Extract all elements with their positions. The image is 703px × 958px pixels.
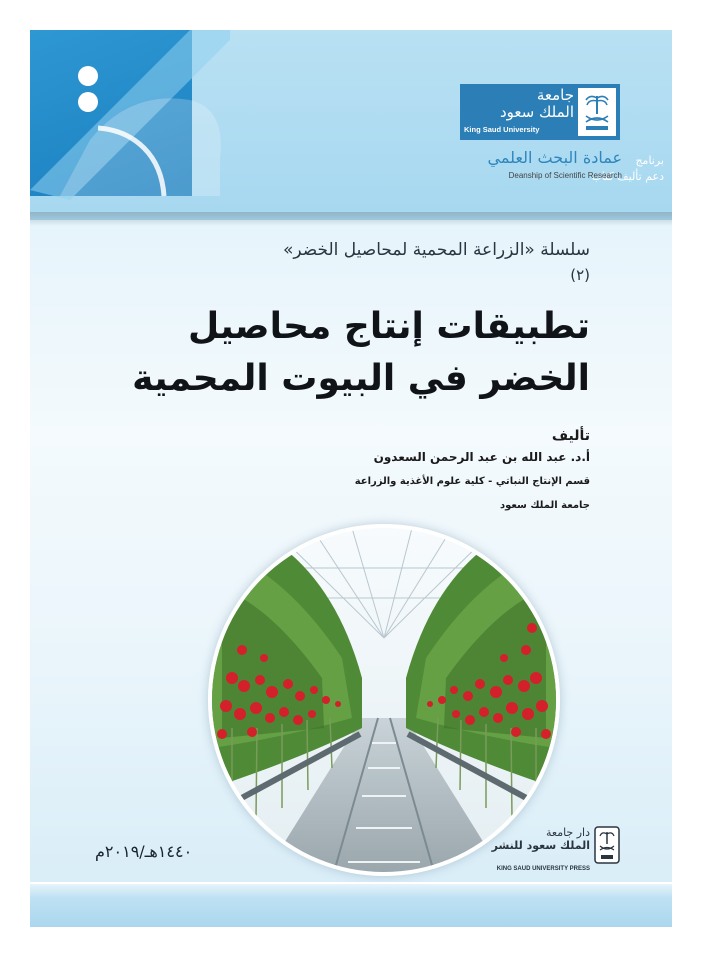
university-name-ar-line1: جامعة: [536, 86, 574, 104]
program-label-line1: برنامج: [635, 154, 664, 167]
publication-date: ١٤٤٠هـ/٢٠١٩م: [95, 842, 193, 861]
bottom-band: [30, 882, 672, 927]
press-emblem-icon: [594, 826, 620, 864]
author-name: أ.د. عبد الله بن عبد الرحمن السعدون: [373, 450, 590, 464]
series-number: (٢): [570, 266, 590, 284]
author-label: تأليف: [551, 428, 590, 444]
program-label-line2: دعم تأليف كتاب: [591, 170, 664, 183]
press-name-ar-line2: الملك سعود للنشر: [491, 839, 590, 852]
press-name-ar: [470, 826, 590, 852]
deanship-name-ar: عمادة البحث العلمي: [487, 148, 622, 167]
deanship-name-en: Deanship of Scientific Research: [508, 171, 622, 180]
stylized-k-icon: [30, 30, 230, 210]
series-name: سلسلة «الزراعة المحمية لمحاصيل الخضر»: [282, 240, 590, 260]
press-name-en: KING SAUD UNIVERSITY PRESS: [496, 866, 590, 872]
university-name-ar: [500, 87, 574, 121]
university-logo: [460, 84, 620, 140]
top-band-shadow: [30, 212, 672, 226]
press-name-ar-line1: دار جامعة: [545, 826, 590, 839]
greenhouse-tomatoes-image: [212, 528, 556, 872]
university-name-en: King Saud University: [464, 125, 540, 134]
palm-swords-emblem-icon: [578, 88, 616, 136]
author-department: قسم الإنتاج النباتي - كلية علوم الأغذية والزراعة: [354, 476, 590, 487]
book-cover: [30, 30, 672, 927]
university-name-ar-line2: الملك سعود: [499, 103, 574, 121]
book-title-line2: الخضر في البيوت المحمية: [132, 358, 590, 399]
author-affiliation: جامعة الملك سعود: [500, 500, 590, 511]
book-title-line1: تطبيقات إنتاج محاصيل: [187, 306, 590, 347]
